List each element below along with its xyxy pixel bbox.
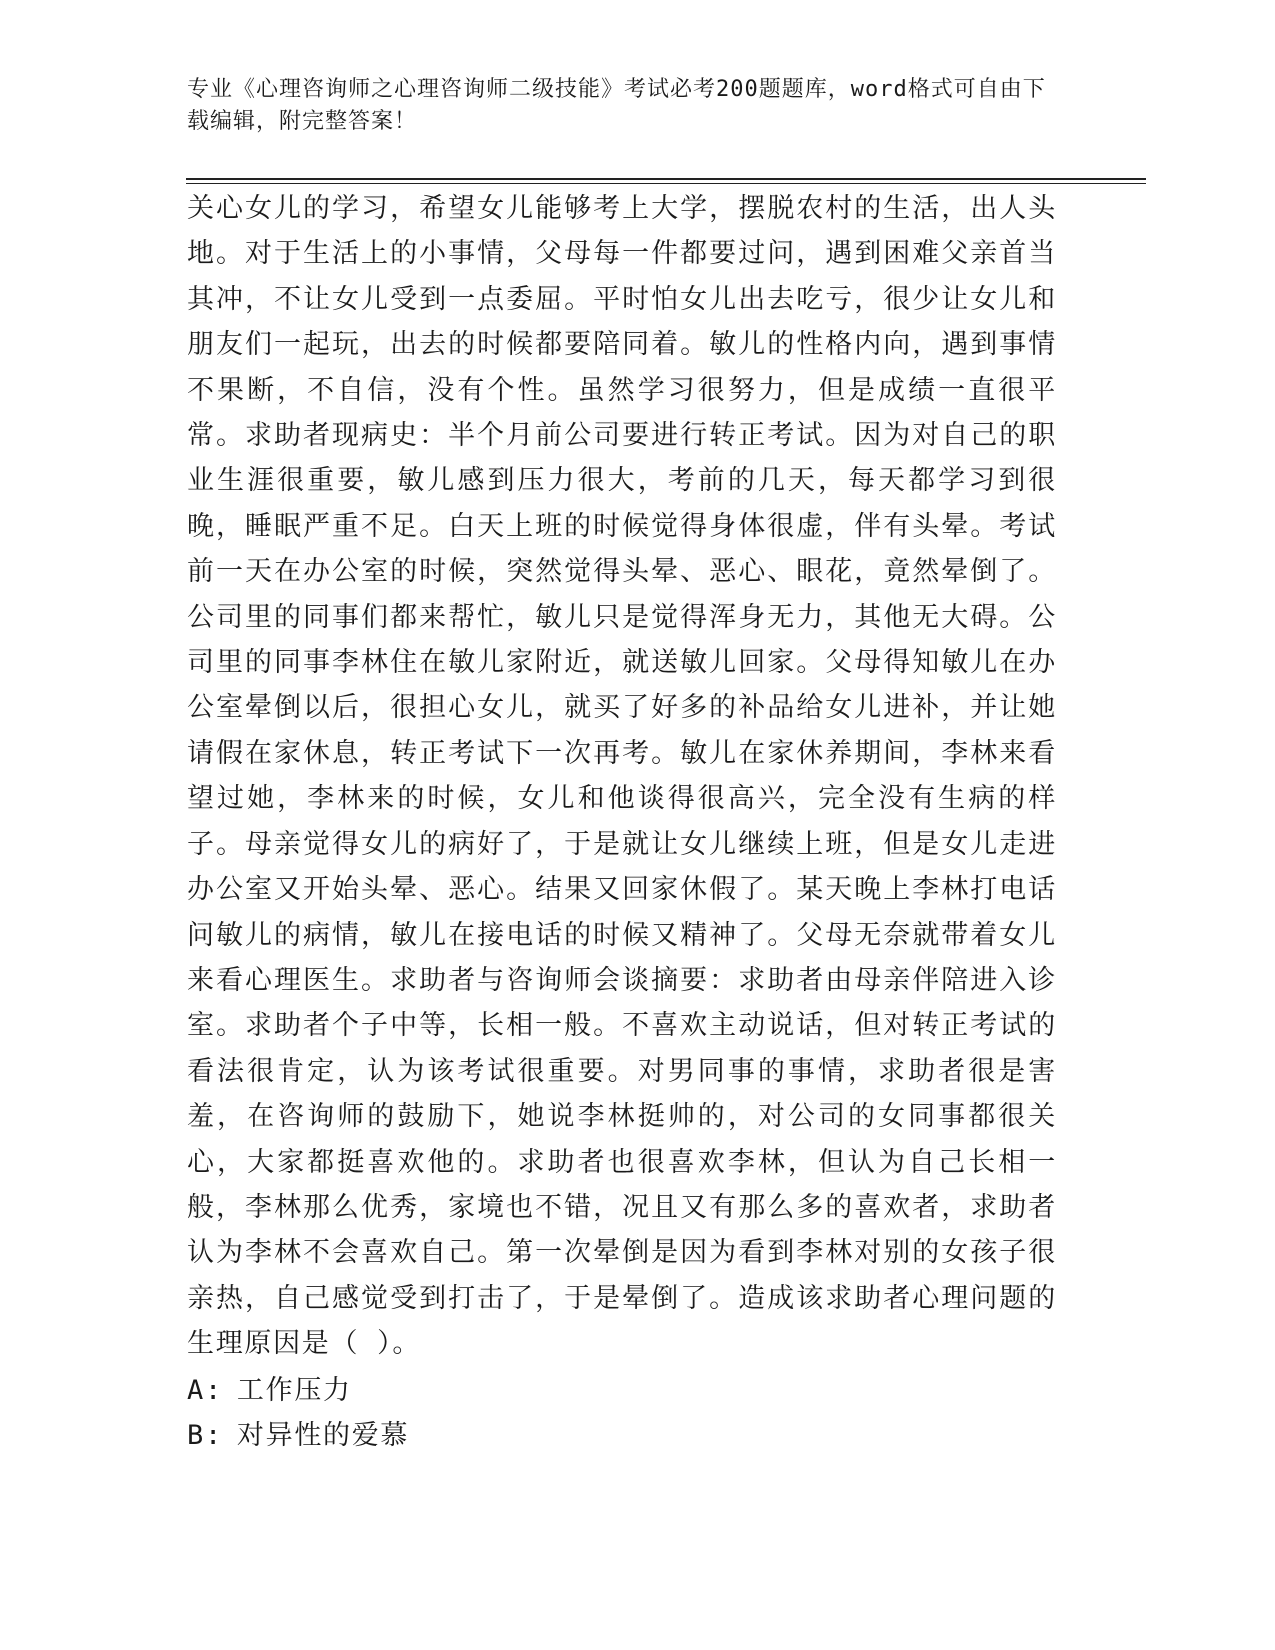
option-a: [187, 1368, 1057, 1413]
option-b: [187, 1413, 1057, 1458]
answer-options: [187, 1368, 1057, 1458]
option-a-text: 工作压力: [236, 1375, 352, 1406]
header-divider-thin: [186, 183, 1146, 184]
question-text: 关心女儿的学习，希望女儿能够考上大学，摆脱农村的生活，出人头地。对于生活上的小事情，父母每一件都要过问，遇到困难父亲首当其冲，不让女儿受到一点委屈。平时怕女儿出去吃亏，很少让女儿和朋友们一起玩，出去的时候都要陪同着。敏儿的性格内向，遇到事情不果断，不自信，没有个性。虽然学习很努力，但是成绩一直很平常。求助者现病史：半个月前公司要进行转正考试。因为对自己的职业生涯很重要，敏儿感到压力很大，考前的几天，每天都学习到很晚，睡眠严重不足。白天上班的时候觉得身体很虚，伴有头晕。考试前一天在办公室的时候，突然觉得头晕、恶心、眼花，竟然晕倒了。公司里的同事们都来帮忙，敏儿只是觉得浑身无力，其他无大碍。公司里的同事李林住在敏儿家附近，就送敏儿回家。父母得知敏儿在办公室晕倒以后，很担心女儿，就买了好多的补品给女儿进补，并让她请假在家休息，转正考试下一次再考。敏儿在家休养期间，李林来看望过她，李林来的时候，女儿和他谈得很高兴，完全没有生病的样子。母亲觉得女儿的病好了，于是就让女儿继续上班，但是女儿走进办公室又开始头晕、恶心。结果又回家休假了。某天晚上李林打电话问敏儿的病情，敏儿在接电话的时候又精神了。父母无奈就带着女儿来看心理医生。求助者与咨询师会谈摘要：求助者由母亲伴陪进入诊室。求助者个子中等，长相一般。不喜欢主动说话，但对转正考试的看法很肯定，认为该考试很重要。对男同事的事情，求助者很是害羞，在咨询师的鼓励下，她说李林挺帅的，对公司的女同事都很关心，大家都挺喜欢他的。求助者也很喜欢李林，但认为自己长相一般，李林那么优秀，家境也不错，况且又有那么多的喜欢者，求助者认为李林不会喜欢自己。第一次晕倒是因为看到李林对别的女孩子很亲热，自己感觉受到打击了，于是晕倒了。造成该求助者心理问题的生理原因是（ ）。: [187, 193, 1057, 1360]
option-b-key: B:: [187, 1420, 223, 1451]
option-a-key: A:: [187, 1375, 223, 1406]
page-header: 专业《心理咨询师之心理咨询师二级技能》考试必考200题题库，word格式可自由下载编辑，附完整答案！: [187, 77, 1046, 134]
header-divider-thick: [186, 178, 1146, 180]
option-b-text: 对异性的爱慕: [236, 1420, 410, 1451]
